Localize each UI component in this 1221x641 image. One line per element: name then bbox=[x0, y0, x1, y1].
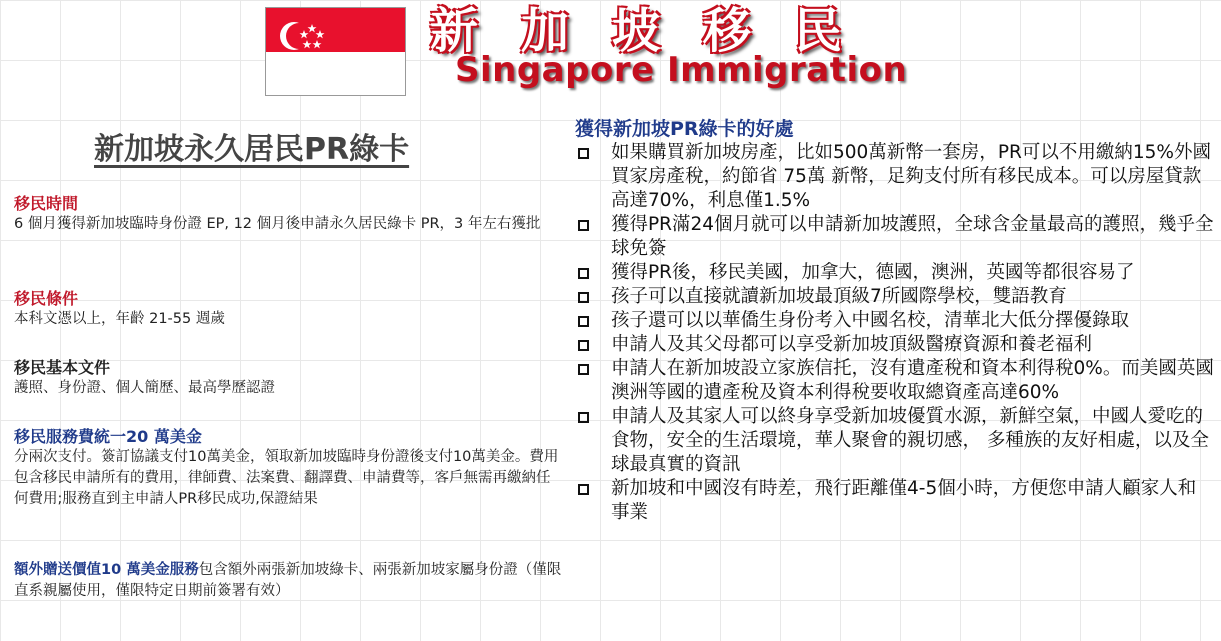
list-item: 申請人及其父母都可以享受新加坡頂級醫療資源和養老福利 bbox=[574, 333, 1214, 357]
checkbox-icon bbox=[578, 484, 589, 495]
checkbox-icon bbox=[578, 340, 589, 351]
section-documents bbox=[14, 357, 562, 399]
list-item: 獲得PR後，移民美國，加拿大，德國，澳洲，英國等都很容易了 bbox=[574, 261, 1214, 285]
section-heading: 移民服務費統一20 萬美金 bbox=[14, 427, 202, 446]
benefits-list bbox=[574, 141, 1214, 525]
section-bonus-service bbox=[14, 560, 562, 602]
section-heading: 移民時間 bbox=[14, 194, 79, 213]
section-heading: 移民基本文件 bbox=[14, 358, 111, 377]
list-item: 申請人在新加坡設立家族信托，沒有遺產稅和資本利得稅0%。而美國英國澳洲等國的遺產稅及資本利得稅要收取總資產高達60% bbox=[574, 357, 1214, 405]
list-item: 孩子還可以以華僑生身份考入中國名校，清華北大低分擇優錄取 bbox=[574, 309, 1214, 333]
checkbox-icon bbox=[578, 316, 589, 327]
section-conditions bbox=[14, 288, 562, 330]
checkbox-icon bbox=[578, 148, 589, 159]
checkbox-icon bbox=[578, 412, 589, 423]
page-title-english: Singapore Immigration bbox=[455, 50, 908, 90]
page-title-chinese: 新加坡移民 bbox=[430, 3, 886, 59]
checkbox-icon bbox=[578, 364, 589, 375]
list-item: 如果購買新加坡房產，比如500萬新幣一套房，PR可以不用繳納15%外國買家房產稅，約節省 75萬 新幣，足夠支付所有移民成本。可以房屋貸款高達70%，利息僅1.5% bbox=[574, 141, 1214, 213]
singapore-flag-icon bbox=[265, 7, 406, 96]
list-item: 新加坡和中國沒有時差，飛行距離僅4-5個小時，方便您申請人顧家人和事業 bbox=[574, 477, 1214, 525]
checkbox-icon bbox=[578, 220, 589, 231]
checkbox-icon bbox=[578, 292, 589, 303]
left-panel-title: 新加坡永久居民PR綠卡 bbox=[94, 132, 410, 167]
list-item: 申請人及其家人可以終身享受新加坡優質水源，新鮮空氣，中國人愛吃的食物，安全的生活環境，華人聚會的親切感， 多種族的友好相處，以及全球最真實的資訊 bbox=[574, 405, 1214, 477]
section-service-fee bbox=[14, 426, 562, 510]
section-heading: 額外贈送價值10 萬美金服務 bbox=[14, 562, 199, 578]
section-immigration-time bbox=[14, 193, 562, 235]
section-body: 護照、身份證、個人簡歷、最高學歷認證 bbox=[14, 380, 275, 396]
checkbox-icon bbox=[578, 268, 589, 279]
list-item: 獲得PR滿24個月就可以申請新加坡護照，全球含金量最高的護照，幾乎全球免簽 bbox=[574, 213, 1214, 261]
section-heading: 移民條件 bbox=[14, 289, 79, 308]
section-body: 包含額外兩張新加坡綠卡、兩張新加坡家屬身份證（僅限直系親屬使用，僅限特定日期前簽署有效） bbox=[14, 562, 562, 599]
list-item: 孩子可以直接就讀新加坡最頂級7所國際學校，雙語教育 bbox=[574, 285, 1214, 309]
benefits-title: 獲得新加坡PR綠卡的好處 bbox=[575, 118, 794, 140]
section-body: 分兩次支付。簽訂協議支付10萬美金，領取新加坡臨時身份證後支付10萬美金。費用包含移民申請所有的費用，律師費、法案費、翻譯費、申請費等，客戶無需再繳納任何費用;服務直到主申請人PR移民成功,保證結果 bbox=[14, 449, 559, 507]
section-body: 6 個月獲得新加坡臨時身份證 EP, 12 個月後申請永久居民綠卡 PR，3 年左右獲批 bbox=[14, 216, 541, 232]
section-body: 本科文憑以上，年齡 21-55 週歲 bbox=[14, 311, 225, 327]
